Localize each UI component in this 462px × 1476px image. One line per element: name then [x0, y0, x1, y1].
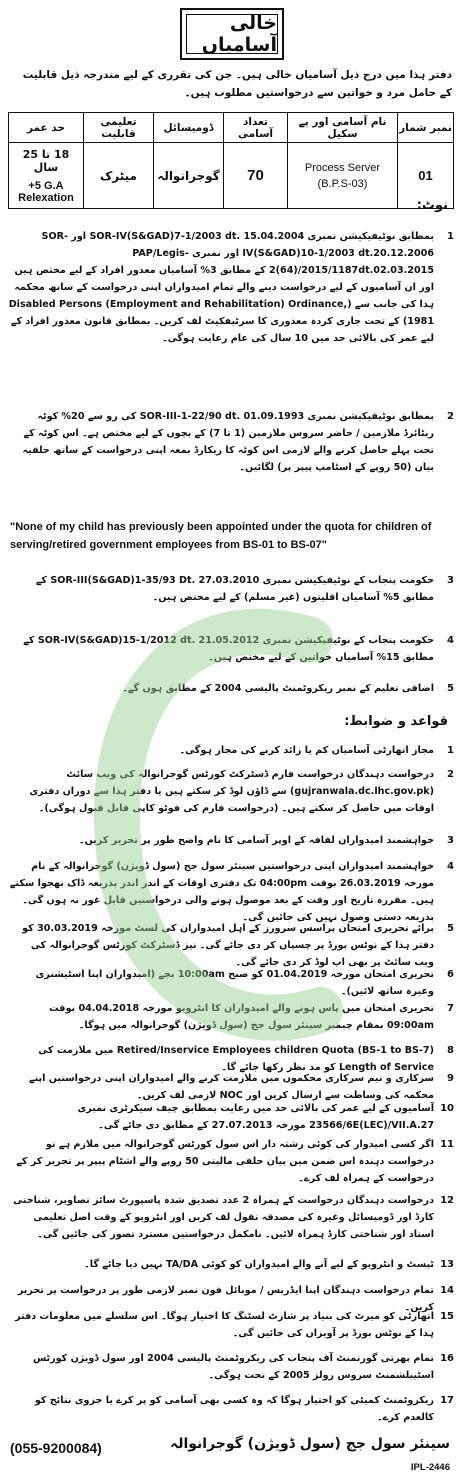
note-text: حکومت پنجاب کے نوٹیفیکیشن نمبری SOR-IV(S&GAD)15-1/2012 dt. 21.05.2012 کے مطابق 15% آسامیاں خواتین کے لیے مختص ہیں۔	[23, 635, 434, 663]
rule-item	[8, 920, 454, 971]
rule-number: 10	[440, 1103, 454, 1114]
rule-item	[8, 1136, 454, 1187]
table-header-row	[9, 113, 454, 143]
rules-heading: قواعد و ضوابط:	[344, 714, 448, 729]
rule-item	[8, 1392, 454, 1426]
rule-number: 8	[447, 1045, 454, 1056]
rule-item	[8, 1100, 454, 1134]
rule-item	[8, 1000, 454, 1034]
rule-number: 2	[447, 769, 454, 780]
note-number: 5	[447, 683, 454, 694]
note-number: 4	[447, 635, 454, 646]
page-title: خالی آسامیاں	[186, 14, 278, 54]
rule-number: 13	[440, 1259, 454, 1270]
rule-item	[8, 832, 454, 849]
table-row	[9, 143, 454, 209]
note-item	[8, 572, 454, 606]
rule-number: 11	[440, 1139, 454, 1150]
note-item	[8, 680, 454, 697]
rule-text: تحریری امتحان مورخہ 01.04.2019 کو صبح 10:00am بجے (امیدواران اپنا اسٹیشنری وغیرہ ساتھ لائیں)۔	[35, 969, 434, 997]
note-text: اضافی تعلیم کے نمبر ریکروٹمنٹ پالیسی 2004 کے مطابق ہوں گے۔	[122, 683, 434, 694]
col-domicile: ڈومیسائل	[154, 113, 224, 143]
rule-text: مجاز اتھارٹی آسامیاں کم یا زائد کرنے کی مجاز ہوگی۔	[179, 745, 434, 756]
rule-number: 9	[447, 1073, 454, 1084]
rule-text: سرکاری و نیم سرکاری محکموں میں ملازمت کرنے والے امیدواران اپنی درخواستیں اپنے محکمہ کی وساطت سے ارسال کریں اور NOC لازمی لف کریں۔	[29, 1073, 434, 1101]
rule-text: درخواست دہندگان درخواست کے ہمراہ 2 عدد تصدیق شدہ پاسپورٹ سائز تصاویر، شناختی کارڈ اور ڈومیسائل وغیرہ کی مصدقہ نقول لف کریں اور انٹرویو کے وقت اصل تعلیمی اسناد اور شناختی کارڈ ہمراہ لائیں۔ نامکمل درخواستیں مسترد تصور کی جائیں گی۔	[13, 1195, 434, 1240]
note-item	[8, 632, 454, 666]
note-number: 1	[447, 231, 454, 242]
col-count: تعداد آسامی	[224, 113, 288, 143]
rule-text: برائے تحریری امتحان پراسس سرورز کے اہل امیدواران کی لسٹ مورخہ 30.03.2019 کو دفتر ہذا کے نوٹس بورڈ پر چسپاں کر دی جائے گی۔ نیز ڈسٹرکٹ کورٹس گوجرانوالہ کی ویب سائٹ پر بھی اپ لوڈ کر دی جائے گی۔	[22, 923, 434, 968]
rule-number: 3	[447, 835, 454, 846]
rule-item	[8, 1350, 454, 1384]
cell-count: 70	[224, 143, 288, 209]
note-item	[8, 408, 454, 476]
rule-number: 1	[447, 745, 454, 756]
col-post: نام آسامی اور پے سکیل	[288, 113, 398, 143]
rule-item	[8, 1192, 454, 1243]
note-item	[8, 228, 454, 347]
intro-paragraph: دفتر ہذا میں درج ذیل آسامیاں خالی ہیں۔ جن کی تقرری کے لیے مندرجہ ذیل قابلیت کے حامل مرد و خواتین سے درخواستیں مطلوب ہیں۔	[22, 69, 452, 99]
rule-text: درخواست دہندگان درخواست فارم ڈسٹرکٹ کورٹس گوجرانوالہ کی ویب سائٹ (gujranwala.dc.lhc.gov.pk) سے ڈاؤن لوڈ کر سکتے ہیں یا دفتر ہذا سے دوران دفتری اوقات میں حاصل کر سکتے ہیں۔ (درخواست فارم کی فوٹو کاپی قابل قبول ہوگی)۔	[29, 769, 434, 814]
rule-text: ٹیسٹ و انٹرویو کے لیے آنے والے امیدواران کو کوئی TA/DA نہیں دیا جائے گا۔	[84, 1259, 434, 1270]
note-number: 2	[447, 411, 454, 422]
rule-item	[8, 858, 454, 926]
cell-domicile: گوجرانوالہ	[154, 143, 224, 209]
rule-text: اگر کسی امیدوار کی کوئی رشتہ دار اس سول کورٹس گوجرانوالہ میں ملازم ہے تو درخواست دہندہ اس ضمن میں بیان حلفی مالیتی 50 روپے والے اشٹام پیپر پر تحریر کر کے درخواست کے ہمراہ لف کرے۔	[16, 1139, 434, 1184]
title-box	[180, 8, 284, 60]
rule-item	[8, 766, 454, 817]
col-age: حد عمر	[9, 113, 84, 143]
rule-item	[8, 1256, 454, 1273]
rule-text: خواہشمند امیدواران لفافہ کے اوپر آسامی کا نام واضح طور پر تحریر کریں۔	[79, 835, 434, 846]
note-text: حکومت پنجاب کے نوٹیفیکیشن نمبری SOR-III(S&GAD)1-35/93 Dt. 27.03.2010 کے مطابق 5% آسامیاں اقلیتوں (غیر مسلم) کے لیے مختص ہیں۔	[35, 575, 434, 603]
rule-number: 15	[440, 1311, 454, 1322]
rule-item	[8, 742, 454, 759]
rule-number: 7	[447, 1003, 454, 1014]
rule-number: 6	[447, 969, 454, 980]
rule-text: تحریری امتحان میں پاس ہونے والے امیدواران کا انٹرویو مورخہ 04.04.2018 بوقت 09:00am بمقام چیمبر سینئر سول جج (سول ڈویژن) گوجرانوالہ میں ہوگا۔	[49, 1003, 434, 1031]
rule-text: اتھارٹی کو میرٹ کی بنیاد پر شارٹ لسٹنگ کا اختیار ہوگا۔ اس سلسلے میں معلومات دفتر ہذا کے نوٹس بورڈ پر آویزاں کی جائیں گی۔	[15, 1311, 434, 1339]
cell-sr: 01	[398, 143, 454, 209]
post-scale: (B.P.S-03)	[317, 177, 368, 190]
col-sr: نمبر شمار	[398, 113, 454, 143]
cell-qualification: میٹرک	[84, 143, 154, 209]
rule-text: تمام بھرتی گورنمنٹ آف پنجاب کی ریکروٹمنٹ پالیسی 2004 اور سول ڈویژن کورٹس اسٹیبلشمنٹ سروس رولز 2005 کے تحت ہوگی۔	[32, 1353, 434, 1381]
rule-number: 17	[440, 1395, 454, 1406]
note-text: بمطابق نوٹیفیکیشن نمبری SOR-III-1-22/90 dt. 01.09.1993 کی رو سے 20% کوٹہ ریٹائرڈ ملازمین / حاضر سروس ملازمین (1 تا 7) کے بچوں کے لیے مختص ہے۔ اس کوٹہ کے تحت پہلے حاصل کرنے والے لازمی اس کوٹہ کا ریکارڈ بمعہ اپنی درخواست کے ساتھ حلفیہ بیان (50 روپے کے اسٹامپ پیپر پر) لگائیں۔	[22, 411, 434, 473]
rule-number: 16	[440, 1353, 454, 1364]
rule-number: 5	[447, 923, 454, 934]
vacancy-table	[8, 112, 454, 209]
cell-post	[288, 143, 398, 209]
col-qualification: تعلیمی قابلیت	[84, 113, 154, 143]
ad-reference: IPL-2446	[410, 1462, 450, 1473]
rule-text: خواہشمند امیدواران اپنی درخواستیں سینئر سول جج (سول ڈویژن) گوجرانوالہ کے نام مورخہ 26.03.2019 بوقت 04:00pm تک دفتری اوقات کے اندر اندر بذریعہ ڈاک بھجوا سکتے ہیں۔ مقررہ تاریخ اور وقت کے بعد موصول ہونے والی درخواستیں قابل غور نہ ہوں گی۔ بذریعہ دستی وصول نہیں کی جائیں گی۔	[9, 861, 434, 923]
cell-age	[9, 143, 84, 209]
rule-text: تمام درخواست دہندگان اپنا ایڈریس / موبائل فون نمبر لازمی طور پر درخواست پر تحریر کریں۔	[17, 1285, 434, 1313]
rule-text: آسامیوں کے لیے عمر کی بالائی حد میں رعایت بمطابق چیف سیکرٹری نمبری 23566/6E(LEC)/VII.A.27 مورخہ 27.07.2013 کے مطابق دی جائے گی۔	[77, 1103, 434, 1131]
quota-declaration: "None of my child has previously been appointed under the quota for children of serving/retired government employees from BS-01 to BS-07"	[10, 521, 432, 551]
rule-item	[8, 1308, 454, 1342]
post-name: Process Server	[304, 161, 381, 174]
note-text: بمطابق نوٹیفیکیشن نمبری SOR-IV(S&GAD)7-1/2003 dt. 15.04.2004 اور SOR-IV(S&GAD)10-1/2003 dt.20.12.2006 اور نمبری PAP/Legis-2(64)/2015/1187dt.02.03.2015 کے مطابق 3% آسامیاں معذور افراد کے لیے مختص ہیں اور ان آسامیوں کے لیے درخواست دینے والے تمام امیدواران اپنی درخواست کے ساتھ محکمہ ہذا کی جانب سے (Disabled Persons (Employment and Rehabilitation) Ordinance, 1981) کے تحت جاری کردہ معذوری کا سرٹیفکیٹ لف کریں۔ بمطابق قانون معذور افراد کے لیے عمر کی بالائی حد میں 10 سال کی عام رعایت ہوگی۔	[8, 231, 434, 344]
age-relaxation: +5 G.A Relexation	[18, 179, 74, 204]
rule-text: ریکروٹمنٹ کمیٹی کو اختیار ہوگا کہ وہ کسی بھی آسامی کو پر کرے یا جزوی نتائج کو کالعدم کرے۔	[34, 1395, 434, 1423]
rule-item	[8, 966, 454, 1000]
rule-number: 12	[440, 1195, 454, 1206]
age-limit: 18 تا 25 سال	[22, 147, 70, 174]
rule-text: Retired/Inservice Employees children Quota (BS-1 to BS-7) میں ملازمت کی Length of Service کو مد نظر رکھا جائے گا۔	[38, 1045, 434, 1073]
phone-number: (055-9200084)	[10, 1440, 102, 1456]
signatory: سینئر سول جج (سول ڈویژن) گوجرانوالہ	[169, 1436, 450, 1452]
note-number: 3	[447, 575, 454, 586]
rule-number: 4	[447, 861, 454, 872]
rule-number: 14	[440, 1285, 454, 1296]
notes-heading: نوٹ:	[416, 198, 448, 213]
rule-item	[8, 1070, 454, 1104]
